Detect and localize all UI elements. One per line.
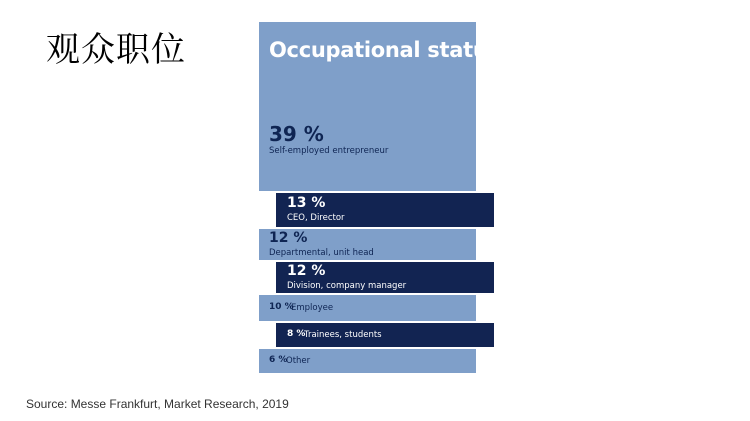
category-label-3: Departmental, unit head: [269, 248, 374, 258]
category-label-6: Trainees, students: [304, 329, 382, 340]
category-label-7: Other: [286, 355, 311, 366]
category-label-4: Division, company manager: [287, 281, 407, 292]
data-label-value-1: 39 %: [269, 122, 324, 147]
slide-title: 观众职位: [46, 30, 186, 70]
category-label-1: Self-employed entrepreneur: [269, 146, 389, 157]
category-label-5: Employee: [291, 302, 334, 313]
data-label-value-3: 12 %: [269, 230, 308, 246]
data-label-value-2: 13 %: [287, 195, 326, 212]
data-label-value-7: 6 %: [269, 355, 288, 365]
data-label-value-4: 12 %: [287, 263, 326, 280]
source-note: Source: Messe Frankfurt, Market Research, 2019: [26, 397, 289, 411]
data-label-value-6: 8 %: [287, 329, 306, 339]
category-label-2: CEO, Director: [287, 213, 345, 224]
chart-title: Occupational status.: [269, 38, 508, 62]
data-label-value-5: 10 %: [269, 302, 294, 313]
